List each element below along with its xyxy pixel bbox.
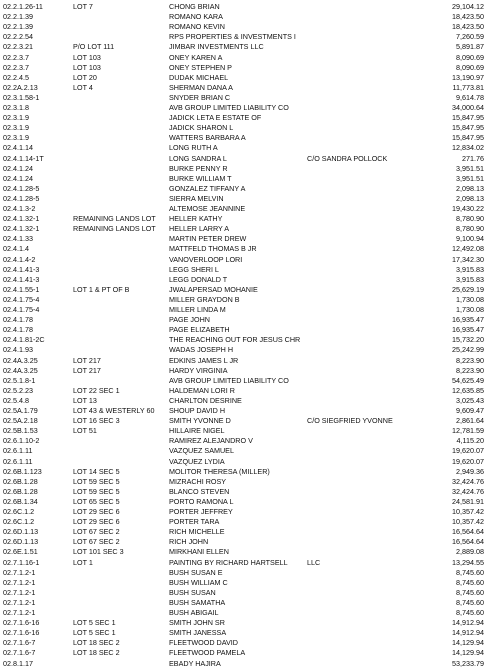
amount-due: 8,745.60 <box>456 567 484 577</box>
parcel-number: 02.4.1.78 <box>3 325 33 335</box>
amount-due: 1,730.08 <box>456 305 484 314</box>
owner-name: SMITH YVONNE D <box>169 416 231 426</box>
owner-name: BURKE PENNY R <box>169 163 228 173</box>
parcel-number: 02.7.1.2-1 <box>3 597 36 607</box>
lot-description: LOT 18 SEC 2 <box>73 638 120 648</box>
amount-due: 3,951.51 <box>456 163 484 173</box>
amount-due: 12,635.85 <box>452 385 484 395</box>
owner-name: MARTIN PETER DREW <box>169 234 247 244</box>
list-item <box>0 477 488 487</box>
parcel-number: 02.4.1.41-3 <box>3 274 40 284</box>
owner-name: VAZQUEZ LYDIA <box>169 456 225 466</box>
list-item <box>0 164 488 174</box>
list-item <box>0 244 488 254</box>
list-item <box>0 315 488 325</box>
owner-name: PAGE ELIZABETH <box>169 325 230 335</box>
owner-name: AVB GROUP LIMITED LIABILITY CO <box>169 375 289 385</box>
parcel-number: 02.6B.1.123 <box>3 466 42 476</box>
lot-description: LOT 4 <box>73 82 93 92</box>
amount-due: 11,773.81 <box>452 82 484 92</box>
lot-description: LOT 1 <box>73 557 93 567</box>
list-item <box>0 537 488 547</box>
list-item <box>0 214 488 224</box>
amount-due: 12,492.08 <box>452 244 484 254</box>
owner-name: HELLER LARRY A <box>169 224 230 234</box>
amount-due: 14,129.94 <box>452 638 484 648</box>
list-item <box>0 356 488 366</box>
lot-description: LOT 5 SEC 1 <box>73 628 116 638</box>
owner-name: BUSH SAMATHA <box>169 597 226 607</box>
parcel-number: 02.4.1.4-2 <box>3 254 36 264</box>
parcel-number: 02.5A.2.18 <box>3 416 38 426</box>
list-item <box>0 386 488 396</box>
owner-name: PAGE JOHN <box>169 315 211 325</box>
parcel-number: 02.4.1.41-3 <box>3 264 40 274</box>
amount-due: 8,745.60 <box>456 597 484 607</box>
amount-due: 8,090.69 <box>456 62 484 72</box>
owner-name: BUSH SUSAN <box>169 587 216 597</box>
lot-description: REMAINING LANDS LOT <box>73 224 156 234</box>
list-item <box>0 275 488 285</box>
amount-due: 29,104.12 <box>452 2 484 11</box>
owner-name: FLEETWOOD DAVID <box>169 638 238 648</box>
parcel-number: 02.3.1.9 <box>3 123 29 133</box>
amount-due: 15,847.95 <box>452 123 484 133</box>
lot-description: LOT 59 SEC 5 <box>73 486 120 496</box>
owner-name: PORTO RAMONA L <box>169 496 234 506</box>
lot-description: LOT 103 <box>73 52 101 62</box>
list-item <box>0 638 488 648</box>
amount-due: 3,951.51 <box>456 173 484 183</box>
parcel-number: 02.4.1.81-2C <box>3 335 45 345</box>
list-item <box>0 426 488 436</box>
owner-name: HALDEMAN LORI R <box>169 385 235 395</box>
amount-due: 19,620.07 <box>452 446 484 456</box>
parcel-number: 02.7.1.6-7 <box>3 638 36 648</box>
amount-due: 53,233.79 <box>452 658 484 668</box>
owner-name: HARDY VIRGINIA <box>169 365 228 375</box>
parcel-number: 02.4.1.28-5 <box>3 183 40 193</box>
owner-name: MILLER GRAYDON B <box>169 294 240 304</box>
owner-name: BUSH ABIGAIL <box>169 608 219 617</box>
owner-name: ROMANO KEVIN <box>169 22 225 32</box>
lot-description: LOT 101 SEC 3 <box>73 547 124 557</box>
list-item <box>0 416 488 426</box>
amount-due: 2,861.64 <box>456 416 484 426</box>
lot-description: LOT 59 SEC 5 <box>73 476 120 486</box>
owner-name: JADICK SHARON L <box>169 123 234 133</box>
amount-due: 10,357.42 <box>452 507 484 516</box>
owner-name: THE REACHING OUT FOR JESUS CHR <box>169 335 301 345</box>
list-item <box>0 83 488 93</box>
amount-due: 4,115.20 <box>456 436 484 446</box>
amount-due: 25,629.19 <box>452 284 484 294</box>
parcel-number: 02.7.1.6-16 <box>3 628 40 638</box>
parcel-number: 02.4A.3.25 <box>3 365 38 375</box>
lot-description: P/O LOT 111 <box>73 42 115 52</box>
amount-due: 8,745.60 <box>456 608 484 617</box>
list-item <box>0 73 488 83</box>
amount-due: 5,891.87 <box>456 42 484 52</box>
parcel-number: 02.4.1.32-1 <box>3 214 40 224</box>
parcel-number: 02.2.3.7 <box>3 52 29 62</box>
list-item <box>0 628 488 638</box>
owner-name: EDKINS JAMES L JR <box>169 355 239 365</box>
list-item <box>0 335 488 345</box>
list-item <box>0 113 488 123</box>
list-item <box>0 123 488 133</box>
parcel-number: 02.3.1.9 <box>3 133 29 143</box>
amount-due: 15,847.95 <box>452 113 484 123</box>
parcel-number: 02.6.1.11 <box>3 446 33 456</box>
lot-description: LOT 5 SEC 1 <box>73 618 116 628</box>
list-item <box>0 618 488 628</box>
amount-due: 18,423.50 <box>452 22 484 32</box>
lot-description: LOT 29 SEC 6 <box>73 517 120 527</box>
owner-name: FLEETWOOD PAMELA <box>169 648 246 658</box>
owner-name: JWALAPERSAD MOHANIE <box>169 284 258 294</box>
list-item <box>0 588 488 598</box>
list-item <box>0 53 488 63</box>
parcel-number: 02.6E.1.51 <box>3 547 38 557</box>
amount-due: 25,242.99 <box>452 345 484 355</box>
amount-due: 14,912.94 <box>452 618 484 628</box>
owner-name: ALTEMOSE JEANNINE <box>169 204 246 213</box>
parcel-number: 02.4.1.93 <box>3 345 33 355</box>
parcel-number: 02.2.3.7 <box>3 62 29 72</box>
owner-name: CHONG BRIAN <box>169 2 220 11</box>
amount-due: 16,564.64 <box>452 527 484 537</box>
owner-name: EBADY HAJIRA <box>169 658 221 668</box>
lot-description: LOT 67 SEC 2 <box>73 527 120 537</box>
owner-name: VANOVERLOOP LORI <box>169 254 243 264</box>
list-item <box>0 22 488 32</box>
amount-due: 8,780.90 <box>456 224 484 234</box>
amount-due: 3,025.43 <box>456 395 484 405</box>
list-item <box>0 42 488 52</box>
owner-name: ONEY KAREN A <box>169 52 223 62</box>
list-item <box>0 285 488 295</box>
parcel-number: 02.4.1.78 <box>3 315 33 325</box>
owner-name: LEGG SHERI L <box>169 264 219 274</box>
parcel-number: 02.6.1.10-2 <box>3 436 40 446</box>
parcel-number: 02.5.4.8 <box>3 395 29 405</box>
parcel-number: 02.2.2.54 <box>3 32 33 42</box>
owner-name: VAZQUEZ SAMUEL <box>169 446 234 456</box>
list-item <box>0 103 488 113</box>
parcel-number: 02.8.1.17 <box>3 658 33 668</box>
owner-name: CHARLTON DESRINE <box>169 395 242 405</box>
owner-name: PAINTING BY RICHARD HARTSELL <box>169 557 288 567</box>
amount-due: 54,625.49 <box>452 375 484 385</box>
lot-description: LOT 18 SEC 2 <box>73 648 120 658</box>
parcel-number: 02.5.1.8-1 <box>3 375 36 385</box>
amount-due: 19,620.07 <box>452 456 484 466</box>
parcel-number: 02.6D.1.13 <box>3 537 39 547</box>
list-item <box>0 608 488 618</box>
list-item <box>0 527 488 537</box>
amount-due: 16,935.47 <box>452 325 484 335</box>
amount-due: 19,430.22 <box>452 204 484 213</box>
owner-name: PORTER TARA <box>169 517 220 527</box>
lot-description: LOT 65 SEC 5 <box>73 496 120 506</box>
owner-name: SNYDER BRIAN C <box>169 92 231 102</box>
list-item <box>0 2 488 12</box>
amount-due: 2,098.13 <box>456 183 484 193</box>
parcel-number: 02.7.1.2-1 <box>3 567 36 577</box>
list-item <box>0 194 488 204</box>
amount-due: 8,090.69 <box>456 52 484 62</box>
parcel-number: 02.4.1.33 <box>3 234 33 244</box>
lot-description: LOT 13 <box>73 395 97 405</box>
list-item <box>0 568 488 578</box>
amount-due: 17,342.30 <box>452 254 484 264</box>
list-item <box>0 345 488 355</box>
amount-due: 8,745.60 <box>456 587 484 597</box>
owner-name: BUSH SUSAN E <box>169 567 223 577</box>
parcel-number: 02.2.1.26-11 <box>3 2 43 11</box>
amount-due: 2,098.13 <box>456 193 484 203</box>
list-item <box>0 396 488 406</box>
list-item <box>0 547 488 557</box>
amount-due: 9,609.47 <box>456 406 484 415</box>
parcel-number: 02.7.1.6-16 <box>3 618 40 628</box>
parcel-number: 02.6B.1.28 <box>3 476 38 486</box>
owner-name: MOLITOR THERESA (MILLER) <box>169 466 270 476</box>
owner-name: JIMBAR INVESTMENTS LLC <box>169 42 264 52</box>
amount-due: 271.76 <box>462 153 484 163</box>
list-item <box>0 406 488 416</box>
owner-name: SHERMAN DANA A <box>169 82 233 92</box>
owner-name: HILLAIRE NIGEL <box>169 426 225 436</box>
owner-name: LEGG DONALD T <box>169 274 228 284</box>
list-item <box>0 255 488 265</box>
amount-due: 18,423.50 <box>452 12 484 22</box>
amount-due: 2,889.08 <box>456 547 484 557</box>
owner-name: RICH MICHELLE <box>169 527 225 537</box>
owner-name: WATTERS BARBARA A <box>169 133 246 143</box>
parcel-number: 02.4.1.24 <box>3 163 33 173</box>
parcel-number: 02.4.1.32-1 <box>3 224 40 234</box>
owner-name: GONZALEZ TIFFANY A <box>169 183 246 193</box>
amount-due: 9,100.94 <box>456 234 484 244</box>
owner-name: BUSH WILLIAM C <box>169 577 228 587</box>
lot-description: REMAINING LANDS LOT <box>73 214 156 224</box>
list-item <box>0 446 488 456</box>
parcel-number: 02.6D.1.13 <box>3 527 39 537</box>
parcel-number: 02.6B.1.28 <box>3 486 38 496</box>
owner-name: RICH JOHN <box>169 537 209 547</box>
owner-name: MILLER LINDA M <box>169 305 226 314</box>
list-item <box>0 204 488 214</box>
list-item <box>0 598 488 608</box>
list-item <box>0 436 488 446</box>
lot-description: LOT 20 <box>73 72 97 82</box>
list-item <box>0 325 488 335</box>
owner-name: SMITH JOHN SR <box>169 618 225 628</box>
list-item <box>0 143 488 153</box>
list-item <box>0 497 488 507</box>
owner-name: SIERRA MELVIN <box>169 193 224 203</box>
list-item <box>0 133 488 143</box>
list-item <box>0 578 488 588</box>
list-item <box>0 93 488 103</box>
parcel-number: 02.6.1.11 <box>3 456 33 466</box>
lot-description: LOT 43 & WESTERLY 60 <box>73 406 155 415</box>
amount-due: 1,730.08 <box>456 294 484 304</box>
list-item <box>0 224 488 234</box>
list-item <box>0 12 488 22</box>
care-of: C/O SIEGFRIED YVONNE <box>307 416 393 426</box>
list-item <box>0 305 488 315</box>
amount-due: 7,260.59 <box>456 32 484 42</box>
owner-name: RPS PROPERTIES & INVESTMENTS I <box>169 32 296 42</box>
amount-due: 12,781.59 <box>452 426 484 436</box>
list-item <box>0 467 488 477</box>
list-item <box>0 558 488 568</box>
amount-due: 8,223.90 <box>456 355 484 365</box>
owner-name: DUDAK MICHAEL <box>169 72 229 82</box>
parcel-number: 02.7.1.6-7 <box>3 648 36 658</box>
owner-name: MIZRACHI ROSY <box>169 476 227 486</box>
parcel-number: 02.4A.3.25 <box>3 355 38 365</box>
parcel-number: 02.3.1.8 <box>3 103 29 112</box>
parcel-number: 02.4.1.55-1 <box>3 284 40 294</box>
amount-due: 8,745.60 <box>456 577 484 587</box>
parcel-number: 02.4.1.14 <box>3 143 33 153</box>
lot-description: LOT 1 & PT OF B <box>73 284 130 294</box>
owner-name: AVB GROUP LIMITED LIABILITY CO <box>169 103 289 112</box>
parcel-number: 02.7.1.2-1 <box>3 608 36 617</box>
parcel-number: 02.2.1.39 <box>3 12 33 22</box>
owner-name: PORTER JEFFREY <box>169 507 233 516</box>
lot-description: LOT 29 SEC 6 <box>73 507 120 516</box>
owner-name: HELLER KATHY <box>169 214 223 224</box>
care-of: LLC <box>307 557 321 567</box>
list-item <box>0 507 488 517</box>
amount-due: 3,915.83 <box>456 264 484 274</box>
amount-due: 15,847.95 <box>452 133 484 143</box>
amount-due: 16,564.64 <box>452 537 484 547</box>
amount-due: 8,780.90 <box>456 214 484 224</box>
parcel-number: 02.2.4.5 <box>3 72 29 82</box>
owner-name: JADICK LETA E ESTATE OF <box>169 113 262 123</box>
owner-name: SHOUP DAVID H <box>169 406 226 415</box>
amount-due: 10,357.42 <box>452 517 484 527</box>
lot-description: LOT 217 <box>73 365 101 375</box>
parcel-number: 02.4.1.75-4 <box>3 294 40 304</box>
list-item <box>0 154 488 164</box>
parcel-number: 02.6C.1.2 <box>3 517 35 527</box>
lot-description: LOT 103 <box>73 62 101 72</box>
lot-description: LOT 14 SEC 5 <box>73 466 120 476</box>
amount-due: 24,581.91 <box>452 496 484 506</box>
lot-description: LOT 51 <box>73 426 97 436</box>
owner-name: MIRKHANI ELLEN <box>169 547 229 557</box>
parcel-number: 02.3.1.9 <box>3 113 29 123</box>
amount-due: 12,834.02 <box>452 143 484 153</box>
owner-name: LONG RUTH A <box>169 143 218 153</box>
list-item <box>0 376 488 386</box>
amount-due: 2,949.36 <box>456 466 484 476</box>
parcel-number: 02.2.3.21 <box>3 42 33 52</box>
lot-description: LOT 7 <box>73 2 93 11</box>
parcel-number: 02.5.2.23 <box>3 385 33 395</box>
amount-due: 14,129.94 <box>452 648 484 658</box>
amount-due: 3,915.83 <box>456 274 484 284</box>
parcel-number: 02.7.1.2-1 <box>3 587 36 597</box>
amount-due: 32,424.76 <box>452 486 484 496</box>
amount-due: 32,424.76 <box>452 476 484 486</box>
lot-description: LOT 217 <box>73 355 101 365</box>
list-item <box>0 295 488 305</box>
list-item <box>0 184 488 194</box>
parcel-number: 02.3.1.58-1 <box>3 92 40 102</box>
list-item <box>0 457 488 467</box>
owner-name: ONEY STEPHEN P <box>169 62 232 72</box>
owner-name: SMITH JANESSA <box>169 628 227 638</box>
owner-name: ROMANO KARA <box>169 12 223 22</box>
parcel-number: 02.4.1.3-2 <box>3 204 36 213</box>
owner-name: WADAS JOSEPH H <box>169 345 234 355</box>
list-item <box>0 265 488 275</box>
care-of: C/O SANDRA POLLOCK <box>307 153 388 163</box>
parcel-number: 02.5B.1.53 <box>3 426 38 436</box>
parcel-number: 02.4.1.24 <box>3 173 33 183</box>
lot-description: LOT 22 SEC 1 <box>73 385 120 395</box>
list-item <box>0 648 488 658</box>
amount-due: 14,912.94 <box>452 628 484 638</box>
amount-due: 8,223.90 <box>456 365 484 375</box>
amount-due: 13,294.55 <box>452 557 484 567</box>
parcel-number: 02.4.1.28-5 <box>3 193 40 203</box>
parcel-number: 02.2A.2.13 <box>3 82 38 92</box>
amount-due: 9,614.78 <box>456 92 484 102</box>
list-item <box>0 517 488 527</box>
parcel-number: 02.5A.1.79 <box>3 406 38 415</box>
parcel-number: 02.4.1.4 <box>3 244 29 254</box>
owner-name: MATTFELD THOMAS B JR <box>169 244 257 254</box>
parcel-number: 02.6C.1.2 <box>3 507 35 516</box>
lot-description: LOT 67 SEC 2 <box>73 537 120 547</box>
parcel-number: 02.4.1.14-1T <box>3 153 44 163</box>
list-item <box>0 32 488 42</box>
amount-due: 13,190.97 <box>452 72 484 82</box>
list-item <box>0 366 488 376</box>
amount-due: 16,935.47 <box>452 315 484 325</box>
parcel-number: 02.2.1.39 <box>3 22 33 32</box>
parcel-number: 02.7.1.16-1 <box>3 557 40 567</box>
parcel-number: 02.7.1.2-1 <box>3 577 36 587</box>
owner-name: RAMIREZ ALEJANDRO V <box>169 436 253 446</box>
parcel-number: 02.4.1.75-4 <box>3 305 40 314</box>
amount-due: 34,000.64 <box>452 103 484 112</box>
list-item <box>0 174 488 184</box>
list-item <box>0 63 488 73</box>
amount-due: 15,732.20 <box>452 335 484 345</box>
owner-name: LONG SANDRA L <box>169 153 227 163</box>
list-item <box>0 659 488 669</box>
list-item <box>0 234 488 244</box>
list-item <box>0 487 488 497</box>
owner-name: BURKE WILLIAM T <box>169 173 232 183</box>
owner-name: BLANCO STEVEN <box>169 486 230 496</box>
parcel-number: 02.6B.1.34 <box>3 496 38 506</box>
lot-description: LOT 16 SEC 3 <box>73 416 120 426</box>
